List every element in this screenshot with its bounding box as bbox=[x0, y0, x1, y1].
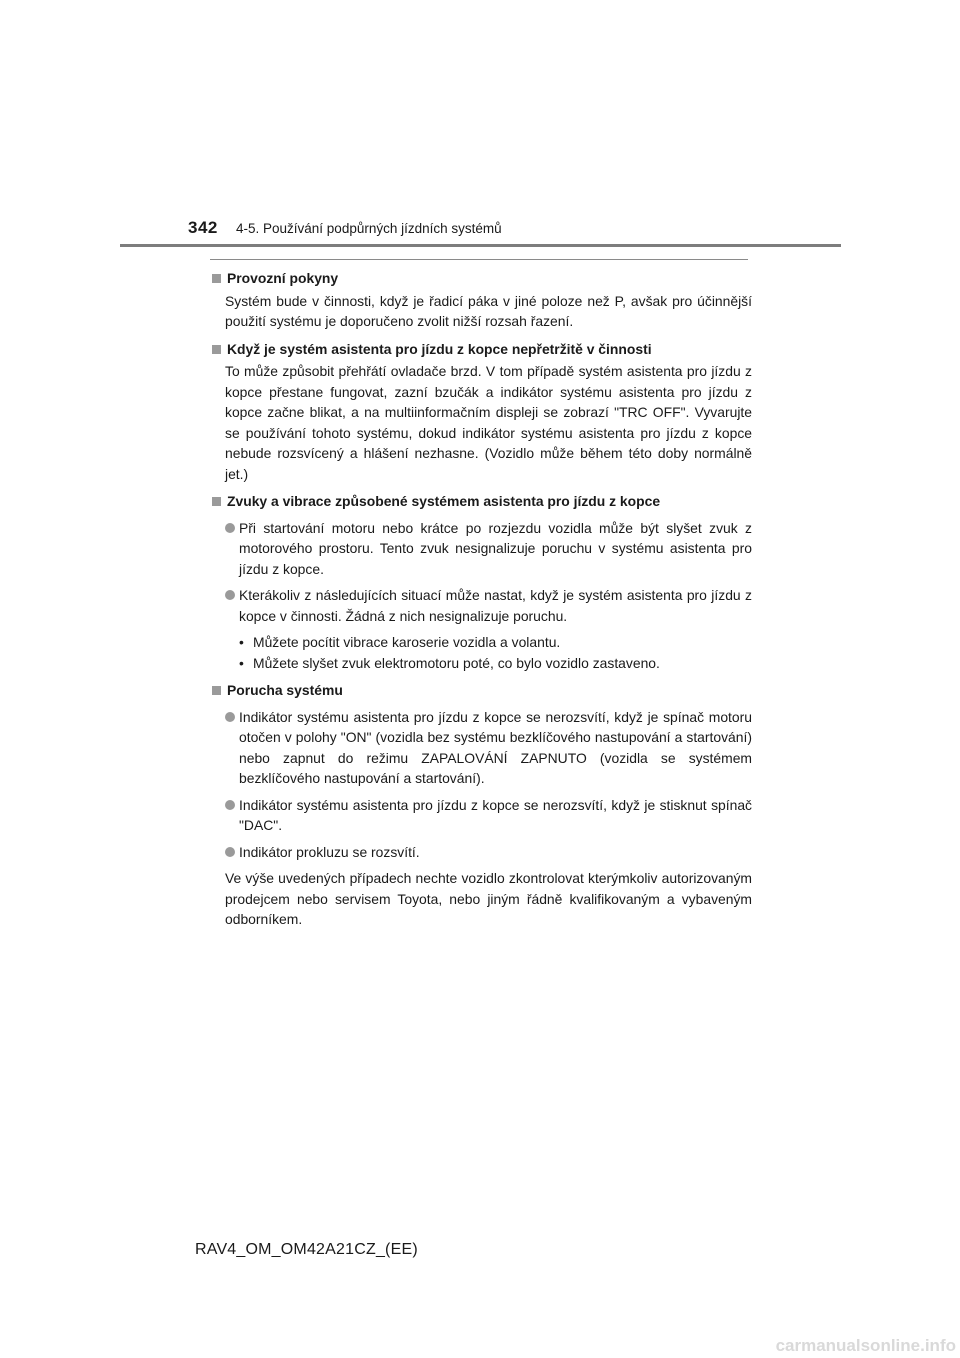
sub-list-item bbox=[239, 632, 752, 653]
paragraph: Ve výše uvedených případech nechte vozidlo zkontrolovat kterýmkoliv autorizovaným prodejcem nebo servisem Toyota, nebo jiným řádně kvalifikovaným a vybaveným odborníkem. bbox=[225, 870, 752, 927]
circle-bullet-icon bbox=[225, 800, 235, 810]
list-item-text: Indikátor prokluzu se rozsvítí. bbox=[239, 843, 420, 860]
circle-bullet-icon bbox=[225, 712, 235, 722]
page-content bbox=[210, 268, 752, 930]
list-item-text: Kterákoliv z následujících situací může nastat, když je systém asistenta pro jízdu z kopce v činnosti. Žádná z nich nesignalizuje poruchu. bbox=[239, 587, 752, 624]
list-item-text: Při startování motoru nebo krátce po rozjezdu vozidla může být slyšet zvuk z motorového prostoru. Tento zvuk nesignalizuje poruchu v systému asistenta pro jízdu z kopce. bbox=[239, 519, 752, 577]
running-header: 4-5. Používání podpůrných jízdních systémů bbox=[236, 221, 502, 236]
sub-list-item bbox=[239, 653, 752, 674]
heading-text: Provozní pokyny bbox=[227, 270, 339, 286]
square-bullet-icon bbox=[212, 274, 221, 283]
section-heading bbox=[210, 680, 752, 701]
document-code: RAV4_OM_OM42A21CZ_(EE) bbox=[195, 1241, 418, 1258]
heading-text: Zvuky a vibrace způsobené systémem asistenta pro jízdu z kopce bbox=[227, 493, 661, 509]
list-item bbox=[210, 518, 752, 580]
sub-list-item-text: Můžete pocítit vibrace karoserie vozidla a volantu. bbox=[253, 634, 561, 650]
square-bullet-icon bbox=[212, 497, 221, 506]
circle-bullet-icon bbox=[225, 847, 235, 857]
heading-text: Porucha systému bbox=[227, 682, 343, 698]
sub-list-item-text: Můžete slyšet zvuk elektromotoru poté, co bylo vozidlo zastaveno. bbox=[253, 654, 660, 671]
watermark: carmanualsonline.info bbox=[775, 1336, 956, 1355]
square-bullet-icon bbox=[212, 345, 221, 354]
list-item bbox=[210, 795, 752, 836]
section-heading bbox=[210, 339, 752, 360]
paragraph: Systém bude v činnosti, když je řadicí páka v jiné poloze než P, avšak pro účinnější použití systému je doporučeno zvolit nižší rozsah řazení. bbox=[225, 292, 752, 329]
small-dot-icon: • bbox=[239, 654, 244, 671]
list-item-text: Indikátor systému asistenta pro jízdu z kopce se nerozsvítí, když je spínač motoru otočen v polohy "ON" (vozidla bez systému bezklíčového nastupování a startování) nebo zapnut do režimu ZAPALOVÁNÍ ZAPNUTO (vozidla se systémem bezklíčového nastupování a startování). bbox=[239, 708, 752, 786]
sub-list bbox=[239, 632, 752, 673]
section-rule bbox=[210, 259, 748, 260]
page-number: 342 bbox=[188, 218, 218, 237]
list-item bbox=[210, 842, 752, 863]
small-dot-icon: • bbox=[239, 634, 244, 650]
square-bullet-icon bbox=[212, 686, 221, 695]
circle-bullet-icon bbox=[225, 590, 235, 600]
list-item bbox=[210, 585, 752, 626]
section-heading bbox=[210, 268, 752, 289]
list-item-text: Indikátor systému asistenta pro jízdu z kopce se nerozsvítí, když je stisknut spínač "DAC". bbox=[239, 796, 752, 833]
circle-bullet-icon bbox=[225, 523, 235, 533]
section-heading bbox=[210, 491, 752, 512]
heading-text: Když je systém asistenta pro jízdu z kopce nepřetržitě v činnosti bbox=[227, 340, 652, 357]
list-item bbox=[210, 707, 752, 789]
header-rule bbox=[120, 244, 841, 247]
paragraph: To může způsobit přehřátí ovladače brzd. V tom případě systém asistenta pro jízdu z kopce přestane fungovat, zazní bzučák a indikátor systému asistenta pro jízdu z kopce začne blikat, a na multiinformačním displeji se zobrazí "TRC OFF". Vyvarujte se používání tohoto systému, dokud indikátor systému asistenta pro jízdu z kopce nebude rozsvícený a hlášení nezhasne. (Vozidlo může během této doby normálně jet.) bbox=[225, 363, 752, 482]
